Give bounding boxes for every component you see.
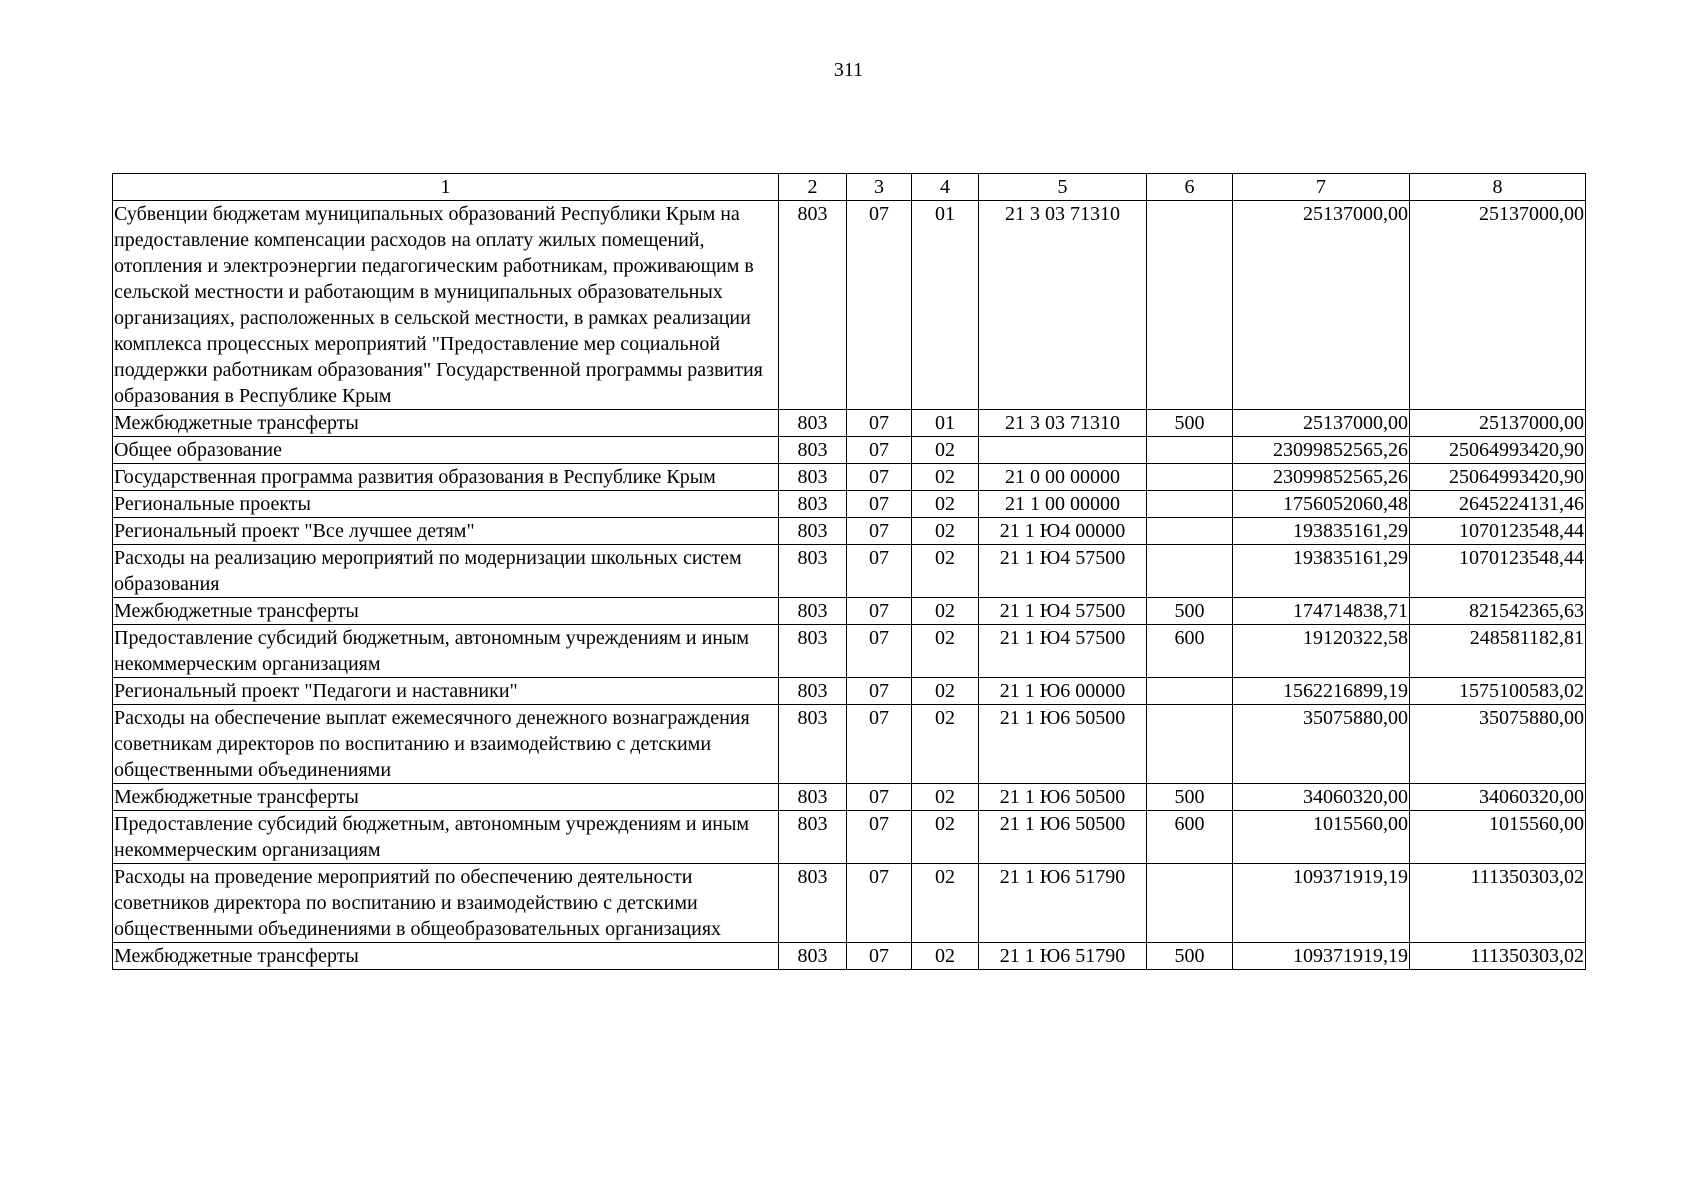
subsection-code-cell: 02 bbox=[912, 518, 979, 545]
expense-type-cell bbox=[1147, 705, 1233, 784]
target-article-cell: 21 1 Ю6 51790 bbox=[979, 864, 1147, 943]
budget-table bbox=[112, 173, 1586, 970]
row-name-cell: Региональный проект "Педагоги и наставники" bbox=[113, 678, 779, 705]
expense-type-cell: 500 bbox=[1147, 943, 1233, 970]
amount-2025-cell: 109371919,19 bbox=[1233, 864, 1410, 943]
expense-type-cell bbox=[1147, 678, 1233, 705]
amount-2026-cell: 248581182,81 bbox=[1410, 625, 1586, 678]
row-name-cell: Расходы на проведение мероприятий по обеспечению деятельности советников директора по воспитанию и взаимодействию с детскими общественными объединениями в общеобразовательных организациях bbox=[113, 864, 779, 943]
subsection-code-cell: 02 bbox=[912, 625, 979, 678]
section-code-cell: 07 bbox=[847, 864, 912, 943]
expense-type-cell: 600 bbox=[1147, 811, 1233, 864]
amount-2025-cell: 174714838,71 bbox=[1233, 598, 1410, 625]
table-body bbox=[113, 201, 1586, 970]
row-name-cell: Межбюджетные трансферты bbox=[113, 598, 779, 625]
gr-code-cell: 803 bbox=[779, 678, 847, 705]
gr-code-cell: 803 bbox=[779, 598, 847, 625]
amount-2026-cell: 34060320,00 bbox=[1410, 784, 1586, 811]
page-number: 311 bbox=[833, 59, 864, 81]
subsection-code-cell: 02 bbox=[912, 784, 979, 811]
amount-2026-cell: 25064993420,90 bbox=[1410, 437, 1586, 464]
target-article-cell: 21 1 Ю6 51790 bbox=[979, 943, 1147, 970]
expense-type-cell bbox=[1147, 201, 1233, 410]
gr-code-cell: 803 bbox=[779, 943, 847, 970]
target-article-cell: 21 1 Ю4 57500 bbox=[979, 598, 1147, 625]
table-row bbox=[113, 625, 1586, 678]
amount-2025-cell: 1562216899,19 bbox=[1233, 678, 1410, 705]
table-row bbox=[113, 678, 1586, 705]
table-row bbox=[113, 864, 1586, 943]
subsection-code-cell: 02 bbox=[912, 943, 979, 970]
row-name-cell: Предоставление субсидий бюджетным, автономным учреждениям и иным некоммерческим организациям bbox=[113, 625, 779, 678]
amount-2025-cell: 25137000,00 bbox=[1233, 201, 1410, 410]
subsection-code-cell: 02 bbox=[912, 545, 979, 598]
section-code-cell: 07 bbox=[847, 464, 912, 491]
amount-2025-cell: 23099852565,26 bbox=[1233, 464, 1410, 491]
subsection-code-cell: 02 bbox=[912, 864, 979, 943]
expense-type-cell bbox=[1147, 864, 1233, 943]
target-article-cell: 21 1 Ю6 50500 bbox=[979, 811, 1147, 864]
amount-2025-cell: 193835161,29 bbox=[1233, 518, 1410, 545]
amount-2026-cell: 25064993420,90 bbox=[1410, 464, 1586, 491]
subsection-code-cell: 02 bbox=[912, 678, 979, 705]
gr-code-cell: 803 bbox=[779, 437, 847, 464]
amount-2025-cell: 35075880,00 bbox=[1233, 705, 1410, 784]
table-row bbox=[113, 811, 1586, 864]
row-name-cell: Государственная программа развития образования в Республике Крым bbox=[113, 464, 779, 491]
row-name-cell: Предоставление субсидий бюджетным, автономным учреждениям и иным некоммерческим организациям bbox=[113, 811, 779, 864]
section-code-cell: 07 bbox=[847, 678, 912, 705]
subsection-code-cell: 02 bbox=[912, 491, 979, 518]
gr-code-cell: 803 bbox=[779, 410, 847, 437]
target-article-cell: 21 3 03 71310 bbox=[979, 410, 1147, 437]
amount-2026-cell: 1070123548,44 bbox=[1410, 545, 1586, 598]
section-code-cell: 07 bbox=[847, 545, 912, 598]
subsection-code-cell: 02 bbox=[912, 464, 979, 491]
row-name-cell: Межбюджетные трансферты bbox=[113, 784, 779, 811]
amount-2026-cell: 35075880,00 bbox=[1410, 705, 1586, 784]
section-code-cell: 07 bbox=[847, 201, 912, 410]
amount-2026-cell: 1015560,00 bbox=[1410, 811, 1586, 864]
header-cell: 3 bbox=[847, 174, 912, 201]
expense-type-cell: 600 bbox=[1147, 625, 1233, 678]
expense-type-cell: 500 bbox=[1147, 784, 1233, 811]
section-code-cell: 07 bbox=[847, 410, 912, 437]
gr-code-cell: 803 bbox=[779, 545, 847, 598]
section-code-cell: 07 bbox=[847, 625, 912, 678]
gr-code-cell: 803 bbox=[779, 625, 847, 678]
section-code-cell: 07 bbox=[847, 518, 912, 545]
gr-code-cell: 803 bbox=[779, 491, 847, 518]
row-name-cell: Субвенции бюджетам муниципальных образований Республики Крым на предоставление компенсации расходов на оплату жилых помещений, отопления и электроэнергии педагогическим работникам, проживающим в сельской местности и работающим в муниципальных образовательных организациях, расположенных в сельской местности, в рамках реализации комплекса процессных мероприятий "Предоставление мер социальной поддержки работникам образования" Государственной программы развития образования в Республике Крым bbox=[113, 201, 779, 410]
amount-2025-cell: 193835161,29 bbox=[1233, 545, 1410, 598]
subsection-code-cell: 02 bbox=[912, 811, 979, 864]
table-row bbox=[113, 464, 1586, 491]
table-row bbox=[113, 545, 1586, 598]
gr-code-cell: 803 bbox=[779, 811, 847, 864]
row-name-cell: Общее образование bbox=[113, 437, 779, 464]
gr-code-cell: 803 bbox=[779, 705, 847, 784]
table-row bbox=[113, 437, 1586, 464]
expense-type-cell: 500 bbox=[1147, 598, 1233, 625]
amount-2025-cell: 109371919,19 bbox=[1233, 943, 1410, 970]
expense-type-cell bbox=[1147, 491, 1233, 518]
section-code-cell: 07 bbox=[847, 598, 912, 625]
amount-2025-cell: 1015560,00 bbox=[1233, 811, 1410, 864]
table-row bbox=[113, 705, 1586, 784]
header-cell: 6 bbox=[1147, 174, 1233, 201]
subsection-code-cell: 01 bbox=[912, 410, 979, 437]
table-row bbox=[113, 784, 1586, 811]
gr-code-cell: 803 bbox=[779, 464, 847, 491]
amount-2025-cell: 1756052060,48 bbox=[1233, 491, 1410, 518]
target-article-cell: 21 1 Ю4 00000 bbox=[979, 518, 1147, 545]
row-name-cell: Расходы на реализацию мероприятий по модернизации школьных систем образования bbox=[113, 545, 779, 598]
expense-type-cell bbox=[1147, 518, 1233, 545]
target-article-cell: 21 0 00 00000 bbox=[979, 464, 1147, 491]
amount-2026-cell: 1070123548,44 bbox=[1410, 518, 1586, 545]
amount-2025-cell: 25137000,00 bbox=[1233, 410, 1410, 437]
header-cell: 8 bbox=[1410, 174, 1586, 201]
table-row bbox=[113, 491, 1586, 518]
table-row bbox=[113, 518, 1586, 545]
target-article-cell: 21 1 00 00000 bbox=[979, 491, 1147, 518]
subsection-code-cell: 02 bbox=[912, 705, 979, 784]
section-code-cell: 07 bbox=[847, 784, 912, 811]
target-article-cell: 21 1 Ю6 00000 bbox=[979, 678, 1147, 705]
table-row bbox=[113, 201, 1586, 410]
target-article-cell: 21 3 03 71310 bbox=[979, 201, 1147, 410]
row-name-cell: Расходы на обеспечение выплат ежемесячного денежного вознаграждения советникам директоров по воспитанию и взаимодействию с детскими общественными объединениями bbox=[113, 705, 779, 784]
table-row bbox=[113, 598, 1586, 625]
row-name-cell: Межбюджетные трансферты bbox=[113, 410, 779, 437]
header-cell: 1 bbox=[113, 174, 779, 201]
target-article-cell: 21 1 Ю4 57500 bbox=[979, 625, 1147, 678]
amount-2026-cell: 111350303,02 bbox=[1410, 864, 1586, 943]
amount-2025-cell: 23099852565,26 bbox=[1233, 437, 1410, 464]
expense-type-cell bbox=[1147, 545, 1233, 598]
row-name-cell: Региональный проект "Все лучшее детям" bbox=[113, 518, 779, 545]
row-name-cell: Межбюджетные трансферты bbox=[113, 943, 779, 970]
target-article-cell: 21 1 Ю6 50500 bbox=[979, 784, 1147, 811]
amount-2026-cell: 821542365,63 bbox=[1410, 598, 1586, 625]
header-cell: 2 bbox=[779, 174, 847, 201]
expense-type-cell bbox=[1147, 464, 1233, 491]
amount-2025-cell: 19120322,58 bbox=[1233, 625, 1410, 678]
subsection-code-cell: 02 bbox=[912, 598, 979, 625]
expense-type-cell bbox=[1147, 437, 1233, 464]
gr-code-cell: 803 bbox=[779, 201, 847, 410]
target-article-cell: 21 1 Ю6 50500 bbox=[979, 705, 1147, 784]
gr-code-cell: 803 bbox=[779, 518, 847, 545]
gr-code-cell: 803 bbox=[779, 864, 847, 943]
section-code-cell: 07 bbox=[847, 943, 912, 970]
section-code-cell: 07 bbox=[847, 437, 912, 464]
header-cell: 7 bbox=[1233, 174, 1410, 201]
table-row bbox=[113, 943, 1586, 970]
row-name-cell: Региональные проекты bbox=[113, 491, 779, 518]
header-cell: 5 bbox=[979, 174, 1147, 201]
target-article-cell bbox=[979, 437, 1147, 464]
expense-type-cell: 500 bbox=[1147, 410, 1233, 437]
header-cell: 4 bbox=[912, 174, 979, 201]
target-article-cell: 21 1 Ю4 57500 bbox=[979, 545, 1147, 598]
section-code-cell: 07 bbox=[847, 811, 912, 864]
subsection-code-cell: 02 bbox=[912, 437, 979, 464]
amount-2026-cell: 111350303,02 bbox=[1410, 943, 1586, 970]
amount-2026-cell: 25137000,00 bbox=[1410, 201, 1586, 410]
amount-2026-cell: 25137000,00 bbox=[1410, 410, 1586, 437]
amount-2026-cell: 2645224131,46 bbox=[1410, 491, 1586, 518]
amount-2026-cell: 1575100583,02 bbox=[1410, 678, 1586, 705]
header-row bbox=[113, 174, 1586, 201]
section-code-cell: 07 bbox=[847, 491, 912, 518]
table-row bbox=[113, 410, 1586, 437]
amount-2025-cell: 34060320,00 bbox=[1233, 784, 1410, 811]
gr-code-cell: 803 bbox=[779, 784, 847, 811]
section-code-cell: 07 bbox=[847, 705, 912, 784]
subsection-code-cell: 01 bbox=[912, 201, 979, 410]
